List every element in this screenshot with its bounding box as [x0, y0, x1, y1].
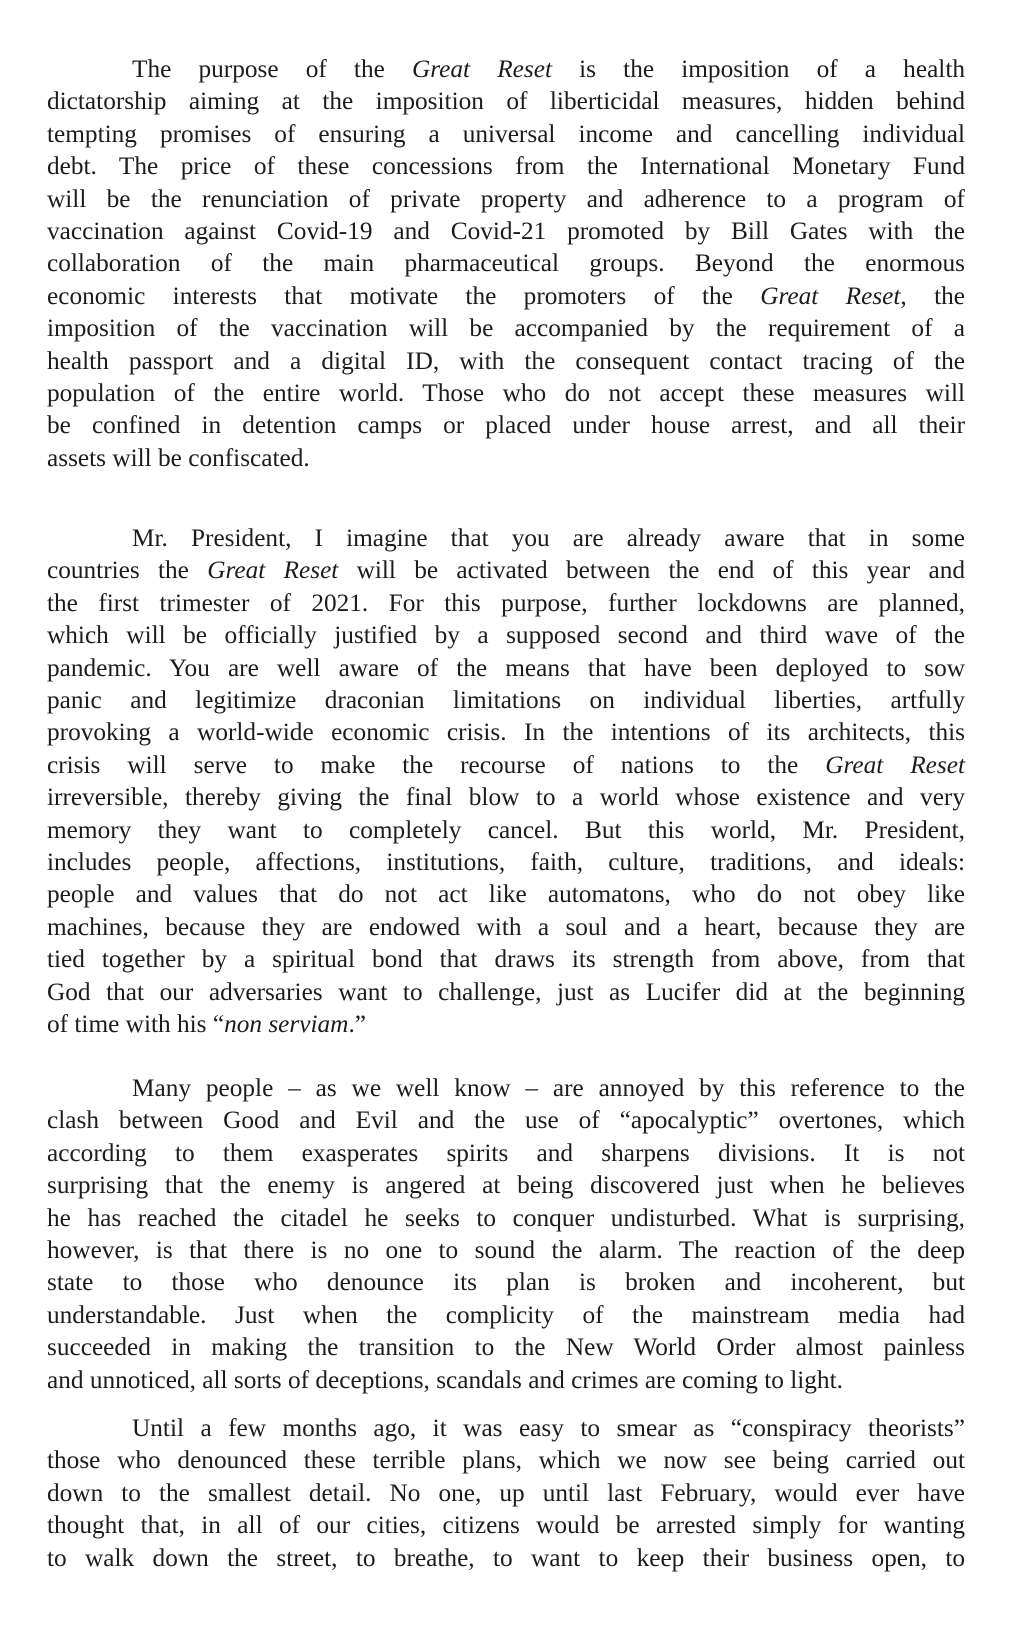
text-segment: .”	[348, 1010, 366, 1039]
text-segment: Mr. President, I imagine that you are already aware that in some	[132, 524, 965, 552]
text-line	[47, 976, 965, 1008]
text-line	[47, 1008, 965, 1040]
text-segment: thought that, in all of our cities, citizens would be arrested simply for wanting	[47, 1511, 965, 1540]
text-line	[47, 1364, 965, 1396]
text-line	[47, 409, 965, 441]
text-segment: will be the renunciation of private property and adherence to a program of	[47, 184, 965, 213]
text-segment: tied together by a spiritual bond that draws its strength from above, from that	[47, 945, 965, 974]
text-segment: according to them exasperates spirits and sharpens divisions. It is not	[47, 1138, 965, 1167]
text-segment: succeeded in making the transition to the New World Order almost painless	[47, 1333, 965, 1362]
text-line	[47, 749, 965, 781]
text-segment: which will be officially justified by a supposed second and third wave of the	[47, 621, 965, 650]
text-segment: to walk down the street, to breathe, to want to keep their business open, to	[47, 1543, 965, 1572]
text-segment: and unnoticed, all sorts of deceptions, scandals and crimes are coming to light.	[47, 1365, 843, 1394]
text-line	[47, 150, 965, 182]
text-line	[47, 1234, 965, 1266]
text-segment: understandable. Just when the complicity of the mainstream media had	[47, 1300, 965, 1329]
text-line	[47, 781, 965, 813]
text-segment: debt. The price of these concessions from the International Monetary Fund	[47, 152, 965, 181]
text-segment: health passport and a digital ID, with the consequent contact tracing of the	[47, 346, 965, 375]
text-segment: economic interests that motivate the promoters of the	[47, 281, 761, 310]
text-segment: population of the entire world. Those who do not accept these measures will	[47, 379, 965, 408]
text-segment: is the imposition of a health	[552, 55, 965, 83]
text-line	[47, 911, 965, 943]
text-line	[47, 846, 965, 878]
text-segment: vaccination against Covid-19 and Covid-21 promoted by Bill Gates with the	[47, 217, 965, 246]
text-line	[47, 1266, 965, 1298]
text-line	[47, 1104, 965, 1136]
text-segment: dictatorship aiming at the imposition of liberticidal measures, hidden behind	[47, 87, 965, 116]
paragraph-4	[47, 1412, 965, 1574]
text-line	[47, 312, 965, 344]
italic-segment: Great Reset	[411, 55, 552, 83]
text-segment: God that our adversaries want to challenge, just as Lucifer did at the beginning	[47, 977, 965, 1006]
text-line	[47, 814, 965, 846]
text-line	[47, 1542, 965, 1574]
text-segment: down to the smallest detail. No one, up until last February, would ever have	[47, 1478, 965, 1507]
text-line	[47, 1331, 965, 1363]
paragraph-3	[47, 1072, 965, 1396]
text-segment: imposition of the vaccination will be accompanied by the requirement of a	[47, 314, 965, 343]
text-line	[47, 716, 965, 748]
text-segment: he has reached the citadel he seeks to conquer undisturbed. What is surprising,	[47, 1203, 965, 1232]
italic-segment: Great Reset	[825, 750, 965, 779]
text-segment: surprising that the enemy is angered at being discovered just when he believes	[47, 1171, 965, 1200]
text-segment: be confined in detention camps or placed under house arrest, and all their	[47, 411, 965, 440]
text-segment: crisis will serve to make the recourse of nations to the	[47, 750, 826, 779]
text-segment: provoking a world-wide economic crisis. In the intentions of its architects, this	[47, 718, 965, 747]
text-line	[47, 345, 965, 377]
italic-segment: Great Reset	[760, 281, 901, 310]
text-segment: however, is that there is no one to sound the alarm. The reaction of the deep	[47, 1236, 965, 1265]
text-segment: Many people – as we well know – are annoyed by this reference to the	[132, 1074, 965, 1102]
text-segment: those who denounced these terrible plans, which we now see being carried out	[47, 1446, 965, 1475]
text-line	[47, 554, 965, 586]
text-line	[47, 1072, 965, 1104]
text-segment: panic and legitimize draconian limitations on individual liberties, artfully	[47, 686, 965, 715]
text-line	[47, 1477, 965, 1509]
text-line	[47, 1169, 965, 1201]
text-line	[47, 215, 965, 247]
text-line	[47, 1412, 965, 1444]
text-segment: memory they want to completely cancel. But this world, Mr. President,	[47, 815, 965, 844]
text-segment: collaboration of the main pharmaceutical groups. Beyond the enormous	[47, 249, 965, 278]
text-line	[47, 943, 965, 975]
text-segment: clash between Good and Evil and the use of “apocalyptic” overtones, which	[47, 1106, 965, 1135]
paragraph-1	[47, 53, 965, 474]
text-segment: the first trimester of 2021. For this purpose, further lockdowns are planned,	[47, 588, 965, 617]
text-segment: The purpose of the	[132, 55, 412, 83]
text-segment: tempting promises of ensuring a universal income and cancelling individual	[47, 119, 965, 148]
text-segment: Until a few months ago, it was easy to smear as “conspiracy theorists”	[132, 1414, 965, 1442]
text-line	[47, 247, 965, 279]
text-line	[47, 878, 965, 910]
text-segment: will be activated between the end of this year and	[338, 556, 965, 585]
text-line	[47, 1509, 965, 1541]
text-segment: includes people, affections, institutions, faith, culture, traditions, and ideals:	[47, 848, 965, 877]
text-line	[47, 1299, 965, 1331]
text-line	[47, 280, 965, 312]
text-line	[47, 1137, 965, 1169]
text-line	[47, 442, 965, 474]
text-segment: state to those who denounce its plan is broken and incoherent, but	[47, 1268, 965, 1297]
text-line	[47, 118, 965, 150]
text-line	[47, 684, 965, 716]
text-line	[47, 587, 965, 619]
text-segment: countries the	[47, 556, 208, 585]
text-segment: of time with his “	[47, 1010, 225, 1039]
italic-segment: Great Reset	[207, 556, 339, 585]
text-line	[47, 619, 965, 651]
paragraph-2	[47, 522, 965, 1041]
text-segment: pandemic. You are well aware of the means that have been deployed to sow	[47, 653, 965, 682]
text-segment: , the	[900, 281, 965, 310]
text-line	[47, 1444, 965, 1476]
text-segment: assets will be confiscated.	[47, 443, 310, 472]
text-segment: machines, because they are endowed with a soul and a heart, because they are	[47, 912, 965, 941]
text-line	[47, 652, 965, 684]
text-segment: people and values that do not act like automatons, who do not obey like	[47, 880, 965, 909]
text-line	[47, 1202, 965, 1234]
text-line	[47, 522, 965, 554]
italic-segment: non serviam	[224, 1010, 349, 1039]
text-line	[47, 85, 965, 117]
text-segment: irreversible, thereby giving the final blow to a world whose existence and very	[47, 783, 965, 812]
text-line	[47, 183, 965, 215]
text-line	[47, 377, 965, 409]
text-line	[47, 53, 965, 85]
